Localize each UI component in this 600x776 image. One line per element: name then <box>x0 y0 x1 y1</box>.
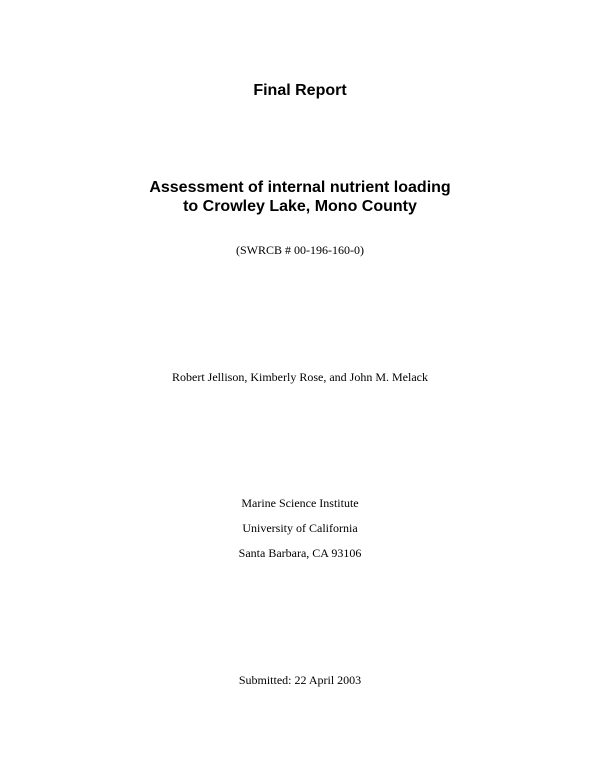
report-title-line-2: to Crowley Lake, Mono County <box>183 198 417 215</box>
university-name: University of California <box>242 521 358 535</box>
institution-name: Marine Science Institute <box>241 496 359 510</box>
authors: Robert Jellison, Kimberly Rose, and John M. Melack <box>172 370 428 384</box>
institution-address: Santa Barbara, CA 93106 <box>238 546 362 560</box>
report-title-line-1: Assessment of internal nutrient loading <box>149 179 451 196</box>
report-heading: Final Report <box>253 82 347 99</box>
submission-date: Submitted: 22 April 2003 <box>238 673 362 687</box>
grant-number: (SWRCB # 00-196-160-0) <box>236 243 364 257</box>
